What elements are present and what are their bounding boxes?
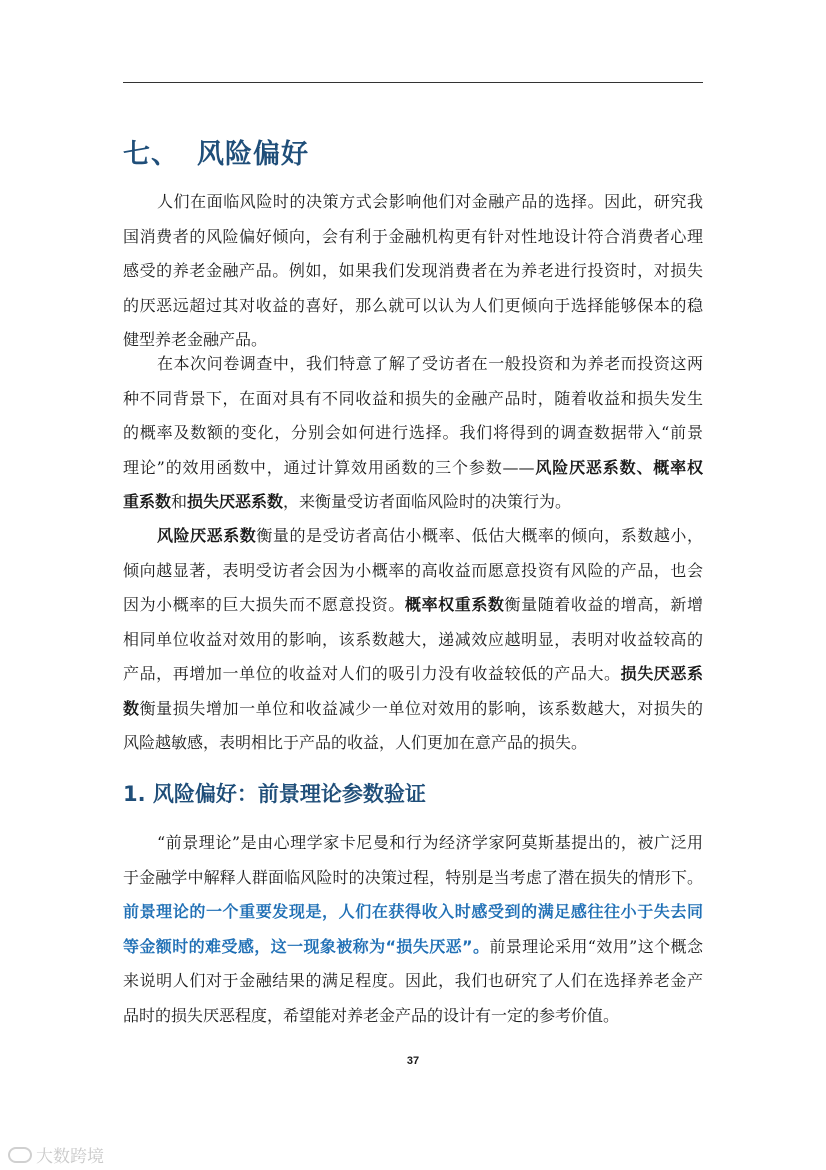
text-run: 和 bbox=[171, 492, 188, 511]
text-line: 人们在面临风险时的决策方式会影响他们对金融产品的选择。因此，研究我 bbox=[157, 192, 703, 211]
text-run: 衡量损失增加一单位和收益减少一单位对效用的影响，该系数越大，对损失的 bbox=[139, 698, 703, 718]
text-run: 衡量随着收益的增高，新增 bbox=[504, 595, 703, 614]
text-run: 衡量的是受访者高估小概率、低估大概率的倾向，系数越小， bbox=[256, 526, 703, 545]
text-line bbox=[123, 588, 703, 623]
keyword: 风险厌恶系数 bbox=[157, 526, 257, 545]
keyword: 损失厌恶系数 bbox=[187, 492, 284, 511]
text-line: 于金融学中解释人群面临风险时的决策过程，特别是当考虑了潜在损失的情形下。 bbox=[123, 867, 703, 887]
text-run: 产品，再增加一单位的收益对人们的吸引力没有收益较低的产品大。 bbox=[123, 664, 621, 683]
text-line: 的概率及数额的变化，分别会如何进行选择。我们将得到的调查数据带入“前景 bbox=[123, 423, 703, 442]
text-line: 在本次问卷调查中，我们特意了解了受访者在一般投资和为养老而投资这两 bbox=[157, 354, 703, 373]
highlighted-text: 前景理论的一个重要发现是，人们在获得收入时感受到的满足感往往小于失去同 bbox=[123, 902, 703, 921]
keyword: 概率权重系数 bbox=[404, 595, 505, 614]
subsection-heading: 1. 风险偏好：前景理论参数验证 bbox=[123, 782, 426, 806]
text-run: 理论”的效用函数中，通过计算效用函数的三个参数—— bbox=[123, 457, 535, 477]
text-line: 倾向越显著，表明受访者会因为小概率的高收益而愿意投资有风险的产品，也会 bbox=[123, 560, 703, 580]
text-line: 来说明人们对于金融结果的满足程度。因此，我们也研究了人们在选择养老金产 bbox=[123, 971, 703, 990]
text-line: 健型养老金融产品。 bbox=[123, 330, 268, 349]
section-heading bbox=[123, 132, 309, 171]
text-line: 感受的养老金融产品。例如，如果我们发现消费者在为养老进行投资时，对损失 bbox=[123, 261, 703, 280]
text-line: 的厌恶远超过其对收益的喜好，那么就可以认为人们更倾向于选择能够保本的稳 bbox=[123, 295, 703, 315]
text-run: 因为小概率的巨大损失而不愿意投资。 bbox=[123, 595, 405, 614]
paragraph-survey bbox=[123, 347, 703, 520]
text-line: 风险越敏感，表明相比于产品的收益，人们更加在意产品的损失。 bbox=[123, 733, 588, 752]
text-line bbox=[123, 930, 703, 965]
text-line: 国消费者的风险偏好倾向，会有利于金融机构更有针对性地设计符合消费者心理 bbox=[123, 226, 703, 246]
text-run: 前景理论采用“效用”这个概念 bbox=[489, 936, 703, 956]
watermark-text: 大数跨境 bbox=[36, 1147, 104, 1167]
keyword: 损失厌恶系 bbox=[620, 664, 703, 683]
paragraph-prospect-theory bbox=[123, 826, 703, 1033]
text-line bbox=[123, 519, 703, 554]
watermark bbox=[8, 1142, 104, 1167]
paragraph-intro bbox=[123, 185, 703, 358]
text-line bbox=[123, 451, 703, 486]
keyword: 重系数 bbox=[123, 492, 172, 511]
text-line bbox=[123, 485, 703, 520]
text-line: 品时的损失厌恶程度，希望能对养老金产品的设计有一定的参考价值。 bbox=[123, 1005, 620, 1025]
text-line bbox=[123, 657, 703, 692]
text-line: 种不同背景下，在面对具有不同收益和损失的金融产品时，随着收益和损失发生 bbox=[123, 388, 703, 408]
highlighted-text: 等金额时的难受感，这一现象被称为“损失厌恶”。 bbox=[123, 936, 490, 956]
paragraph-coefficients bbox=[123, 519, 703, 761]
section-title: 风险偏好 bbox=[197, 139, 309, 170]
text-line bbox=[123, 692, 703, 727]
text-line: 相同单位收益对效用的影响，该系数越大，递减效应越明显，表明对收益较高的 bbox=[123, 629, 703, 649]
text-line: “前景理论”是由心理学家卡尼曼和行为经济学家阿莫斯基提出的，被广泛用 bbox=[157, 833, 703, 852]
watermark-logo-icon bbox=[8, 1147, 32, 1163]
keyword: 风险厌恶系数、概率权 bbox=[534, 457, 703, 477]
section-number: 七、 bbox=[123, 139, 179, 170]
keyword: 数 bbox=[123, 698, 140, 718]
text-run: ，来衡量受访者面临风险时的决策行为。 bbox=[283, 492, 572, 511]
text-line bbox=[123, 895, 703, 930]
page-number: 37 bbox=[406, 1055, 420, 1067]
header-rule bbox=[123, 82, 703, 83]
